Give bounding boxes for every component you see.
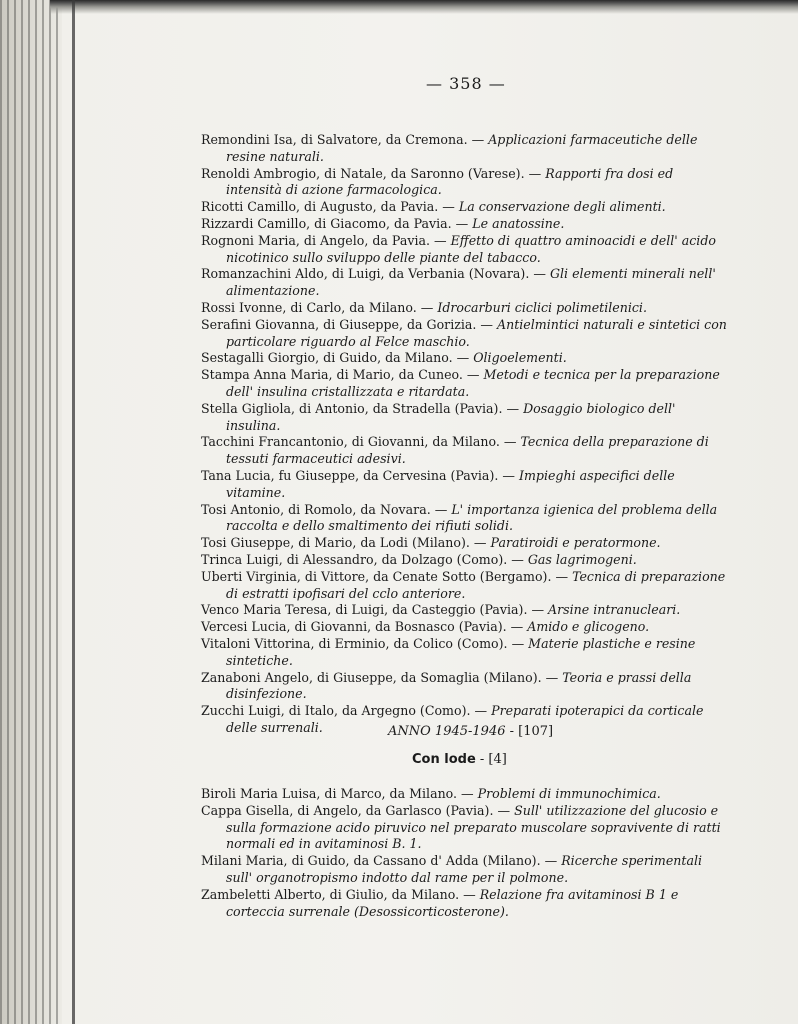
left-margin-rule bbox=[72, 0, 75, 1024]
entry-title: Arsine intranucleari. bbox=[548, 602, 681, 618]
list-item bbox=[201, 502, 731, 536]
list-item bbox=[201, 535, 731, 552]
entry-author: Serafini Giovanna, di Giuseppe, da Gorizia. — bbox=[201, 316, 498, 332]
entry-author: Romanzachini Aldo, di Luigi, da Verbania (Novara). — bbox=[201, 266, 550, 282]
entry-author: Ricotti Camillo, di Augusto, da Pavia. — bbox=[201, 199, 459, 215]
entry-title: Impieghi aspecifici delle vitamine. bbox=[226, 467, 675, 500]
entry-author: Renoldi Ambrogio, di Natale, da Saronno (Varese). — bbox=[201, 165, 546, 181]
honours-heading bbox=[412, 752, 507, 767]
list-item bbox=[201, 166, 731, 200]
entry-title: Materie plastiche e resine sintetiche. bbox=[226, 635, 696, 668]
entry-title: Tecnica della preparazione di tessuti farmaceutici adesivi. bbox=[226, 434, 709, 467]
entry-author: Stella Gigliola, di Antonio, da Stradella (Pavia). — bbox=[201, 400, 524, 416]
book-binding-edge bbox=[0, 0, 62, 1024]
entry-author: Rognoni Maria, di Angelo, da Pavia. — bbox=[201, 232, 451, 248]
entry-title: Gli elementi minerali nell' alimentazione. bbox=[226, 266, 716, 299]
entry-author: Rossi Ivonne, di Carlo, da Milano. — bbox=[201, 299, 438, 315]
entry-title: Paratiroidi e peratormone. bbox=[490, 535, 661, 551]
entry-title: Antielmintici naturali e sintetici con particolare riguardo al Felce maschio. bbox=[226, 316, 727, 349]
entry-title: L' importanza igienica del problema della raccolta e dello smaltimento dei rifiuti solidi. bbox=[226, 501, 718, 534]
list-item bbox=[201, 853, 731, 887]
list-item bbox=[201, 786, 731, 803]
entry-author: Sestagalli Giorgio, di Guido, da Milano. — bbox=[201, 350, 474, 366]
entry-title: Le anatossine. bbox=[472, 215, 565, 231]
entry-author: Rizzardi Camillo, di Giacomo, da Pavia. — bbox=[201, 215, 473, 231]
entry-title: Sull' utilizzazione del glucosio e sulla formazione acido piruvico nel preparato muscolare sopravivente di ratti normali ed in avitaminosi B. 1. bbox=[226, 802, 721, 852]
entry-author: Remondini Isa, di Salvatore, da Cremona. — bbox=[201, 132, 489, 147]
entry-title: Oligoelementi. bbox=[473, 350, 567, 366]
entry-author: Tana Lucia, fu Giuseppe, da Cervesina (Pavia). — bbox=[201, 467, 519, 483]
entry-title: Applicazioni farmaceutiche delle resine naturali. bbox=[226, 132, 698, 164]
entry-author: Tosi Antonio, di Romolo, da Novara. — bbox=[201, 501, 452, 517]
entry-title: Gas lagrimogeni. bbox=[527, 551, 637, 567]
entry-title: Idrocarburi ciclici polimetilenici. bbox=[437, 299, 647, 315]
page-number: — 358 — bbox=[426, 74, 506, 93]
list-item bbox=[201, 619, 731, 636]
entry-author: Zambeletti Alberto, di Giulio, da Milano. — bbox=[201, 886, 480, 902]
list-item bbox=[201, 300, 731, 317]
entry-title: Effetto di quattro aminoacidi e dell' acido nicotinico sullo sviluppo delle piante del tabacco. bbox=[226, 232, 716, 265]
entry-title: Rapporti fra dosi ed intensità di azione farmacologica. bbox=[226, 165, 674, 198]
entry-author: Vercesi Lucia, di Giovanni, da Bosnasco (Pavia). — bbox=[201, 619, 528, 635]
entry-author: Zanaboni Angelo, di Giuseppe, da Somaglia (Milano). — bbox=[201, 669, 563, 685]
entry-title: Relazione fra avitaminosi B 1 e corteccia surrenale (Desossicorticosterone). bbox=[226, 886, 679, 919]
list-item bbox=[201, 199, 731, 216]
entry-title: Amido e glicogeno. bbox=[527, 619, 650, 635]
entry-title: Problemi di immunochimica. bbox=[477, 786, 661, 801]
entry-author: Trinca Luigi, di Alessandro, da Dolzago (Como). — bbox=[201, 551, 528, 567]
list-item bbox=[201, 317, 731, 351]
entry-author: Tacchini Francantonio, di Giovanni, da Milano. — bbox=[201, 434, 521, 450]
year-heading bbox=[388, 724, 553, 739]
year-heading-count: [107] bbox=[518, 724, 554, 739]
list-item bbox=[201, 266, 731, 300]
honours-heading-label: Con lode bbox=[412, 752, 476, 767]
list-item bbox=[201, 636, 731, 670]
entry-author: Milani Maria, di Guido, da Cassano d' Adda (Milano). — bbox=[201, 853, 562, 869]
entry-author: Tosi Giuseppe, di Mario, da Lodi (Milano). — bbox=[201, 535, 491, 551]
entry-author: Zucchi Luigi, di Italo, da Argegno (Como). — bbox=[201, 703, 492, 719]
entry-title: Dosaggio biologico dell' insulina. bbox=[226, 400, 676, 433]
entry-title: Preparati ipoterapici da corticale delle surrenali. bbox=[226, 703, 704, 735]
entry-author: Uberti Virginia, di Vittore, da Cenate Sotto (Bergamo). — bbox=[201, 568, 573, 584]
page-top-edge bbox=[50, 0, 798, 14]
entry-title: Ricerche sperimentali sull' organotropismo indotto dal rame per il polmone. bbox=[226, 853, 703, 885]
list-item bbox=[201, 367, 731, 401]
entry-author: Biroli Maria Luisa, di Marco, da Milano. — bbox=[201, 786, 478, 801]
entry-author: Cappa Gisella, di Angelo, da Garlasco (Pavia). — bbox=[201, 802, 515, 818]
honours-heading-count: - [4] bbox=[475, 752, 507, 767]
list-item bbox=[201, 233, 731, 267]
entry-author: Stampa Anna Maria, di Mario, da Cuneo. — bbox=[201, 367, 484, 383]
list-item bbox=[201, 887, 731, 921]
entry-title: La conservazione degli alimenti. bbox=[458, 199, 666, 215]
entry-author: Vitaloni Vittorina, di Erminio, da Colico (Como). — bbox=[201, 635, 529, 651]
entry-title: Metodi e tecnica per la preparazione dell' insulina cristallizzata e ritardata. bbox=[226, 367, 720, 399]
entry-author: Venco Maria Teresa, di Luigi, da Casteggio (Pavia). — bbox=[201, 602, 549, 618]
year-heading-label: ANNO 1945-1946 - bbox=[388, 724, 519, 739]
list-item bbox=[201, 569, 731, 603]
thesis-list bbox=[201, 132, 731, 737]
list-item bbox=[201, 803, 731, 853]
entry-title: Tecnica di preparazione di estratti ipofisari del cclo anteriore. bbox=[226, 568, 726, 601]
list-item bbox=[201, 670, 731, 704]
list-item bbox=[201, 401, 731, 435]
list-item bbox=[201, 350, 731, 367]
list-item bbox=[201, 468, 731, 502]
list-item bbox=[201, 434, 731, 468]
list-item bbox=[201, 552, 731, 569]
list-item bbox=[201, 132, 731, 166]
honours-list bbox=[201, 786, 731, 920]
list-item bbox=[201, 602, 731, 619]
list-item bbox=[201, 216, 731, 233]
entry-title: Teoria e prassi della disinfezione. bbox=[226, 669, 692, 702]
